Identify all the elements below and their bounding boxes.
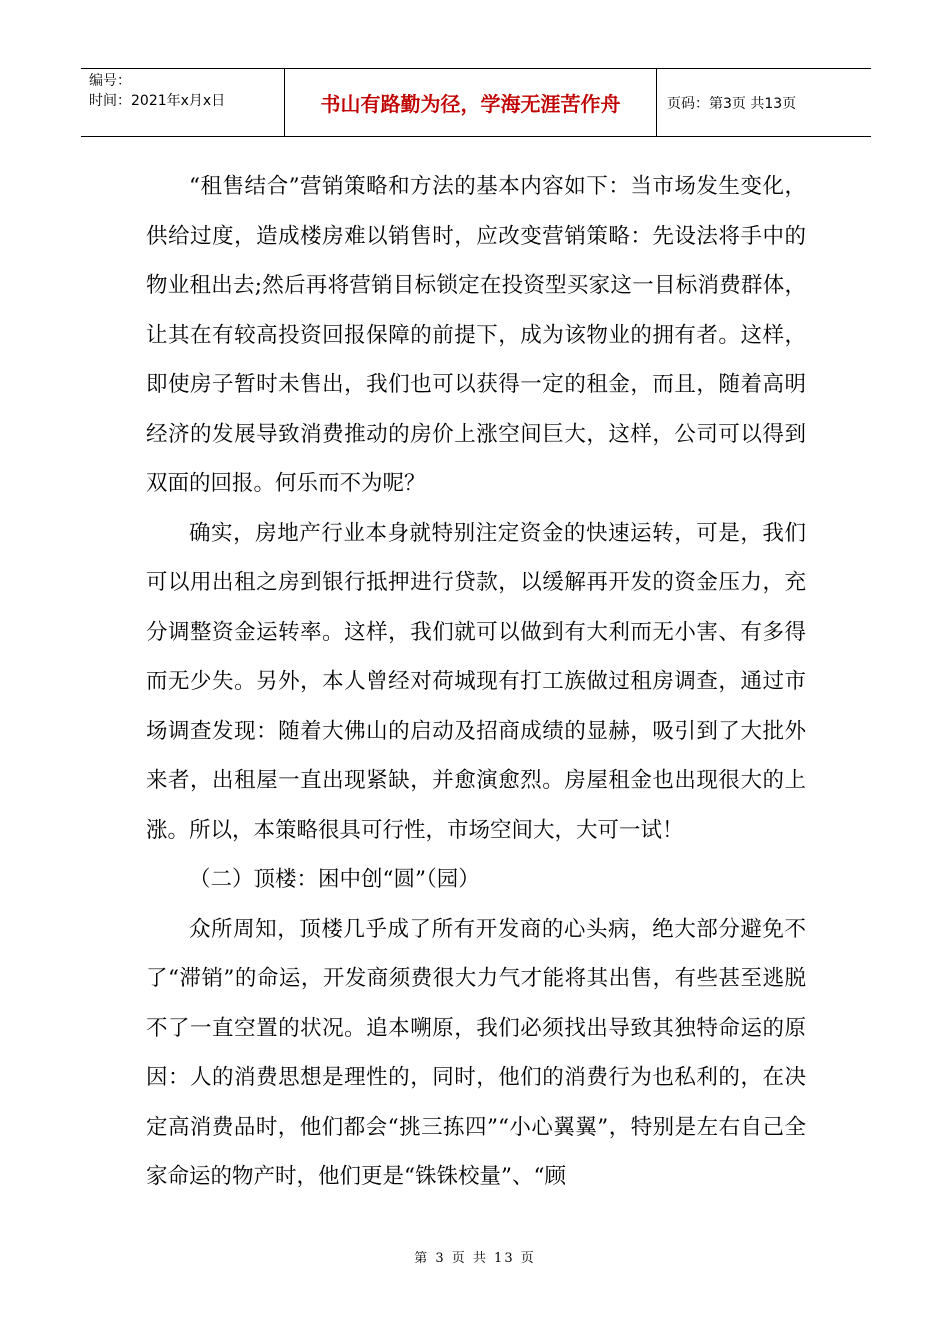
document-number-label: 编号： xyxy=(89,73,131,89)
header-page-cell xyxy=(657,69,871,136)
document-body xyxy=(146,162,806,1202)
document-time-label: 时间：2021年x月x日 xyxy=(89,93,226,109)
header-table xyxy=(81,68,871,137)
paragraph-funding: 确实，房地产行业本身就特别注定资金的快速运转，可是，我们可以用出租之房到银行抵押进行贷款，以缓解再开发的资金压力，充分调整资金运转率。这样，我们就可以做到有大利而无小害、有多得而无少失。另外，本人曾经对荷城现有打工族做过租房调查，通过市场调查发现：随着大佛山的启动及招商成绩的显赫，吸引到了大批外来者，出租屋一直出现紧缺，并愈演愈烈。房屋租金也出现很大的上涨。所以，本策略很具可行性，市场空间大，大可一试！ xyxy=(146,520,806,843)
header-motto: 书山有路勤为径，学海无涯苦作舟 xyxy=(320,92,621,116)
header-motto-cell xyxy=(285,69,657,136)
section-heading-top-floor: （二）顶楼：困中创“圆”（园） xyxy=(189,867,480,892)
header-meta-cell xyxy=(81,69,285,136)
header-page-info: 页码：第3页 共13页 xyxy=(667,95,797,112)
page-footer: 第 3 页 共 13 页 xyxy=(414,1251,536,1266)
paragraph-top-floor: 众所周知，顶楼几乎成了所有开发商的心头病，绝大部分避免不了“滞销”的命运，开发商须费很大力气才能将其出售，有些甚至逃脱不了一直空置的状况。追本嗍原，我们必须找出导致其独特命运的原因：人的消费思想是理性的，同时，他们的消费行为也私利的，在决定高消费品时，他们都会“挑三拣四”“小心翼翼”，特别是左右自己全家命运的物产时，他们更是“铢铢校量”、“顾 xyxy=(146,916,806,1189)
paragraph-rent-sale: “租售结合”营销策略和方法的基本内容如下：当市场发生变化，供给过度，造成楼房难以销售时，应改变营销策略：先设法将手中的物业租出去;然后再将营销目标锁定在投资型买家这一目标消费群体，让其在有较高投资回报保障的前提下，成为该物业的拥有者。这样，即使房子暂时未售出，我们也可以获得一定的租金，而且，随着高明经济的发展导致消费推动的房价上涨空间巨大，这样，公司可以得到双面的回报。何乐而不为呢？ xyxy=(146,174,806,496)
